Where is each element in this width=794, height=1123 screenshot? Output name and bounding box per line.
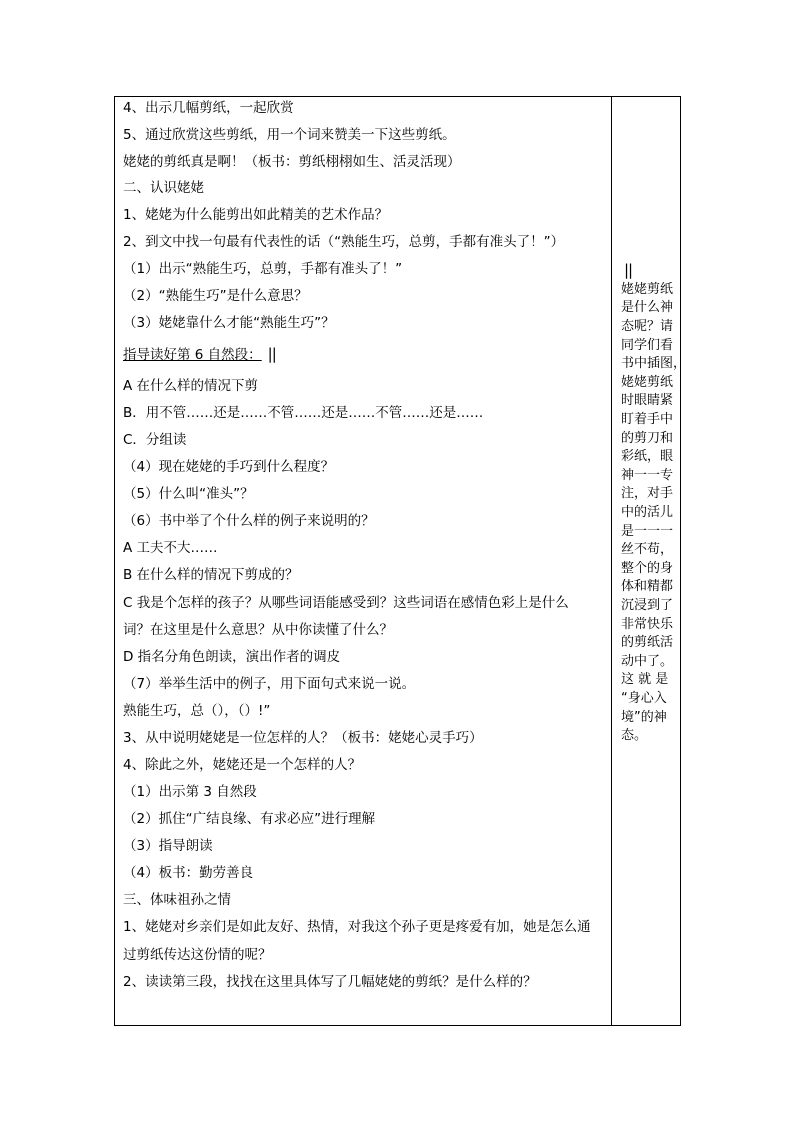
side-note-line: 时眼睛紧	[621, 393, 674, 408]
content-line: C 我是个怎样的孩子？从哪些词语能感受到？这些词语在感情色彩上是什么	[123, 595, 569, 611]
side-note-line: 盯着手中	[621, 412, 674, 427]
side-note-cell	[612, 97, 687, 1025]
side-note-line: 沉浸到了	[621, 598, 674, 613]
content-line: 2、到文中找一句最有代表性的话（“熟能生巧，总剪，手都有准头了！”）	[123, 234, 565, 250]
side-note-line: 这 就 是	[621, 672, 669, 687]
side-note-line: 体和精都	[621, 579, 674, 594]
content-line: A 工夫不大……	[123, 540, 218, 556]
side-note-line: 动中了。	[621, 654, 674, 669]
side-note-line: 神一一专	[621, 468, 674, 483]
content-line: （4）板书：勤劳善良	[123, 865, 254, 881]
guide-reading-text: 指导读好第 6 自然段：	[123, 347, 262, 363]
content-line: D 指名分角色朗读，演出作者的调皮	[123, 649, 341, 665]
side-note-line: 态呢？请	[621, 319, 674, 334]
content-line: （1）出示第 3 自然段	[123, 784, 257, 800]
content-line: 1、姥姥为什么能剪出如此精美的艺术作品？	[123, 207, 389, 223]
content-line: 3、从中说明姥姥是一位怎样的人？（板书：姥姥心灵手巧）	[123, 730, 483, 746]
side-note-line: 姥姥剪纸	[621, 282, 674, 297]
section-heading-2: 二、认识姥姥	[123, 180, 204, 196]
content-line: 4、出示几幅剪纸，一起欣赏	[123, 100, 294, 116]
lesson-table	[114, 96, 687, 1026]
side-note-line: 整个的身	[621, 561, 674, 576]
content-line: 过剪纸传达这份情的呢？	[123, 947, 272, 963]
content-line: 熟能生巧，总（），（）!”	[123, 703, 271, 719]
content-line: 1、姥姥对乡亲们是如此友好、热情，对我这个孙子更是疼爱有加，她是怎么通	[123, 919, 591, 935]
lesson-content-cell	[115, 97, 611, 1025]
side-note-line: “身心入	[621, 691, 667, 706]
side-note-line: 同学们看	[621, 338, 674, 353]
side-note-line: 注，对手	[621, 486, 674, 501]
content-line: 4、除此之外，姥姥还是一个怎样的人？	[123, 757, 362, 773]
content-line: 2、读读第三段，找找在这里具体写了几幅姥姥的剪纸？是什么样的？	[123, 974, 537, 990]
side-note-line: 境”的神	[621, 710, 667, 725]
side-note-line: 是一一一	[621, 524, 674, 539]
content-line: B 在什么样的情况下剪成的？	[123, 567, 299, 583]
content-line: （4）现在姥姥的手巧到什么程度？	[123, 459, 335, 475]
side-note-line: 的剪刀和	[621, 431, 674, 446]
content-line: A 在什么样的情况下剪	[123, 378, 259, 394]
guide-reading-line	[123, 345, 276, 364]
content-line: 词？在这里是什么意思？从中你读懂了什么？	[123, 622, 393, 638]
side-note-line: 的剪纸活	[621, 635, 674, 650]
side-note-line: 彩纸，眼	[621, 449, 674, 464]
content-line: B．用不管……还是……不管……还是……不管……还是……	[123, 405, 484, 421]
content-line: （3）姥姥靠什么才能“熟能生巧”？	[123, 315, 335, 331]
side-note-line: 态。	[621, 728, 648, 743]
side-note-line: 书中插图，	[621, 356, 687, 371]
content-line: C．分组读	[123, 432, 187, 448]
content-line: （6）书中举了个什么样的例子来说明的？	[123, 513, 375, 529]
side-note-line: 丝不苟，	[621, 542, 674, 557]
content-line: （7）举举生活中的例子，用下面句式来说一说。	[123, 676, 416, 692]
content-line: 5、通过欣赏这些剪纸，用一个词来赞美一下这些剪纸。	[123, 127, 456, 143]
side-pause-mark: ||	[624, 261, 633, 279]
side-note-line: 是什么神	[621, 300, 674, 315]
pause-mark: ||	[267, 345, 276, 363]
content-line: （2）“熟能生巧”是什么意思？	[123, 288, 308, 304]
content-line: （3）指导朗读	[123, 838, 213, 854]
content-line: （1）出示“熟能生巧，总剪，手都有准头了！”	[123, 261, 403, 277]
side-note-line: 非常快乐	[621, 617, 674, 632]
side-note-line: 姥姥剪纸	[621, 375, 674, 390]
content-line: 姥姥的剪纸真是啊！（板书：剪纸栩栩如生、活灵活现）	[123, 154, 461, 170]
side-note-line: 中的活儿	[621, 505, 674, 520]
content-line: （5）什么叫“准头”？	[123, 486, 254, 502]
content-line: （2）抓住“广结良缘、有求必应”进行理解	[123, 811, 376, 827]
section-heading-3: 三、体味祖孙之情	[123, 892, 231, 908]
